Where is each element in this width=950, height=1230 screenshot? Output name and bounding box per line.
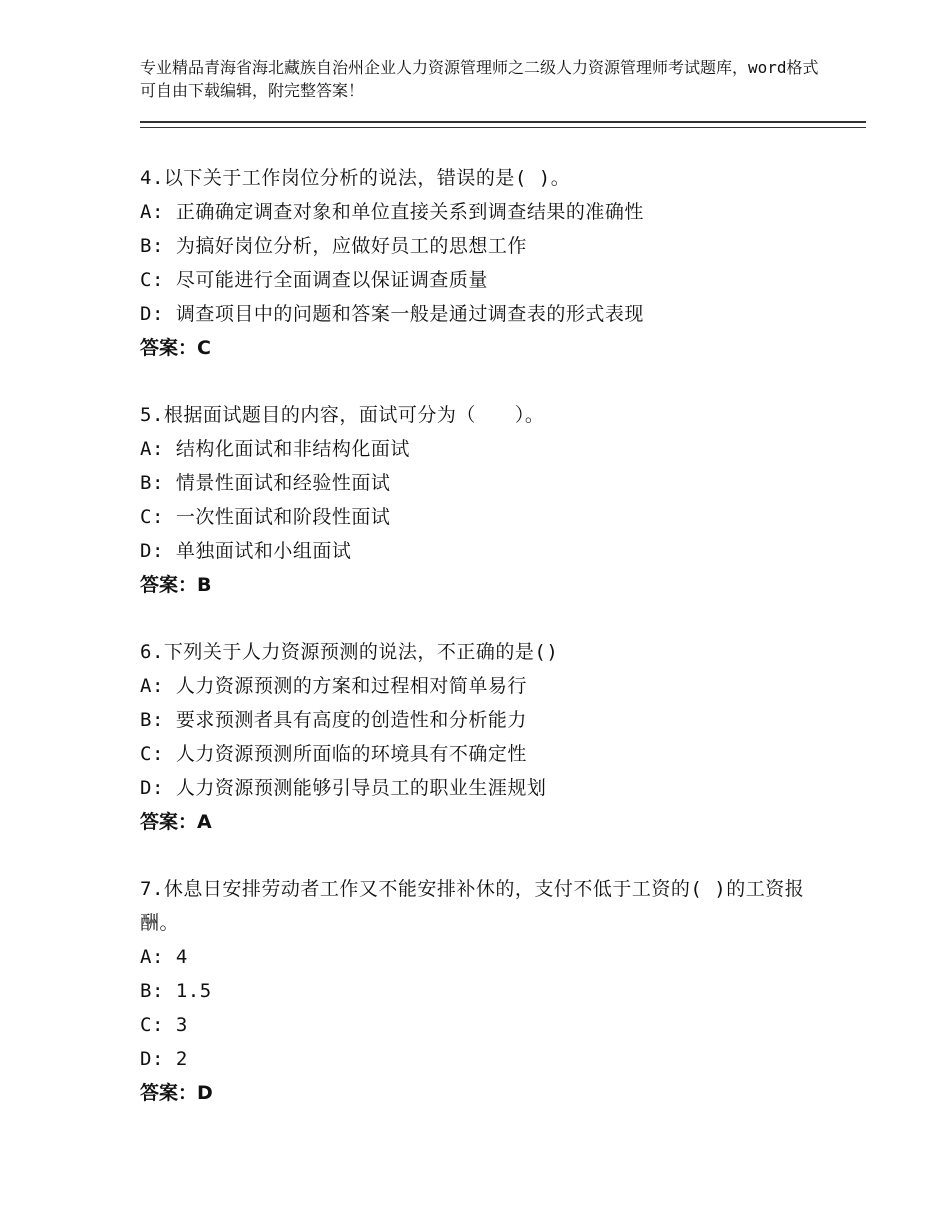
option-c: C: 一次性面试和阶段性面试: [140, 506, 391, 528]
option-b: B: 情景性面试和经验性面试: [140, 472, 391, 494]
question-stem: 7.休息日安排劳动者工作又不能安排补休的，支付不低于工资的( )的工资报酬。: [140, 878, 805, 934]
answer-label: 答案：A: [140, 811, 212, 833]
option-b: B: 1.5: [140, 980, 212, 1002]
option-a: A: 4: [140, 946, 188, 968]
answer-label: 答案：C: [140, 337, 211, 359]
option-d: D: 2: [140, 1048, 188, 1070]
option-b: B: 为搞好岗位分析，应做好员工的思想工作: [140, 235, 527, 257]
question-6: [140, 635, 840, 839]
option-c: C: 人力资源预测所面临的环境具有不确定性: [140, 743, 527, 765]
option-b: B: 要求预测者具有高度的创造性和分析能力: [140, 709, 527, 731]
answer-label: 答案：D: [140, 1082, 213, 1104]
page-header: 专业精品青海省海北藏族自治州企业人力资源管理师之二级人力资源管理师考试题库，word格式可自由下载编辑，附完整答案！: [140, 58, 819, 100]
option-a: A: 正确确定调查对象和单位直接关系到调查结果的准确性: [140, 201, 644, 223]
answer-label: 答案：B: [140, 574, 212, 596]
question-list: [140, 161, 840, 1143]
option-c: C: 3: [140, 1014, 188, 1036]
option-a: A: 人力资源预测的方案和过程相对简单易行: [140, 675, 527, 697]
question-7: [140, 872, 840, 1110]
question-4: [140, 161, 840, 365]
question-stem: 6.下列关于人力资源预测的说法，不正确的是(): [140, 641, 559, 663]
header-divider: [140, 121, 866, 128]
question-stem: 4.以下关于工作岗位分析的说法，错误的是( )。: [140, 167, 571, 189]
question-stem: 5.根据面试题目的内容，面试可分为（ ）。: [140, 404, 545, 426]
option-d: D: 调查项目中的问题和答案一般是通过调查表的形式表现: [140, 303, 644, 325]
option-d: D: 人力资源预测能够引导员工的职业生涯规划: [140, 777, 547, 799]
question-5: [140, 398, 840, 602]
option-a: A: 结构化面试和非结构化面试: [140, 438, 410, 460]
option-c: C: 尽可能进行全面调查以保证调查质量: [140, 269, 488, 291]
option-d: D: 单独面试和小组面试: [140, 540, 352, 562]
